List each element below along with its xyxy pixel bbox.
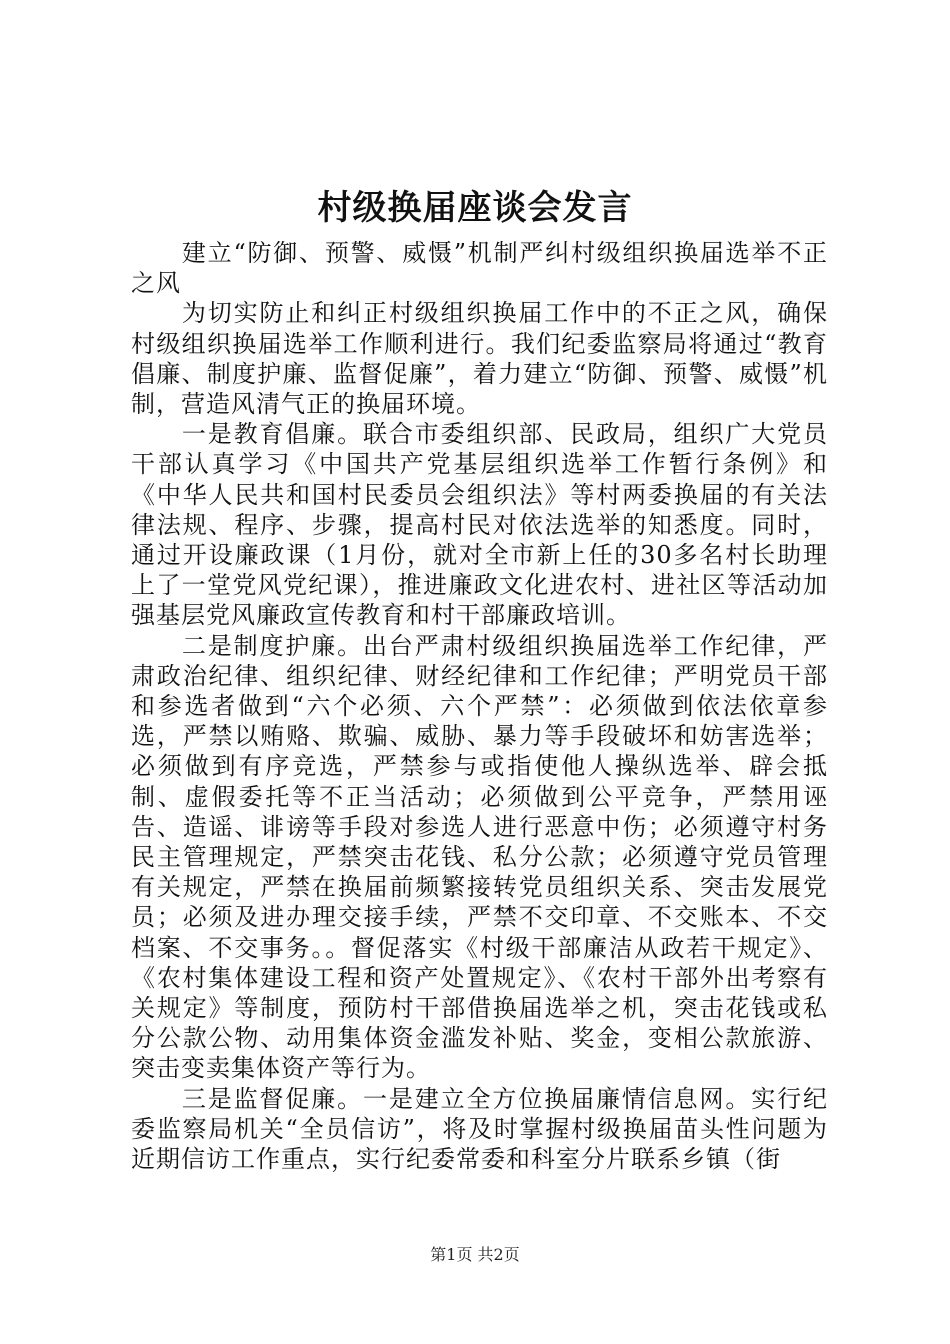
page-footer: 第1页 共2页 [430, 1245, 520, 1264]
paragraph-supervision: 三是监督促廉。一是建立全方位换届廉情信息网。实行纪委监察局机关“全员信访”，将及时掌握村级换届苗头性问题为近期信访工作重点，实行纪委常委和科室分片联系乡镇（街 [131, 1084, 828, 1174]
document-body [131, 238, 828, 1174]
document-title: 村级换届座谈会发言 [317, 188, 633, 228]
paragraph-intro: 为切实防止和纠正村级组织换届工作中的不正之风，确保村级组织换届选举工作顺利进行。我们纪委监察局将通过“教育倡廉、制度护廉、监督促廉”，着力建立“防御、预警、威慑”机制，营造风清气正的换届环境。 [131, 299, 828, 419]
paragraph-education: 一是教育倡廉。联合市委组织部、民政局，组织广大党员干部认真学习《中国共产党基层组织选举工作暂行条例》和《中华人民共和国村民委员会组织法》等村两委换届的有关法律法规、程序、步骤，提高村民对依法选举的知悉度。同时，通过开设廉政课（1月份，就对全市新上任的30多名村长助理上了一堂党风党纪课），推进廉政文化进农村、进社区等活动加强基层党风廉政宣传教育和村干部廉政培训。 [131, 420, 828, 630]
paragraph-subtitle: 建立“防御、预警、威慑”机制严纠村级组织换届选举不正之风 [131, 239, 828, 298]
paragraph-system: 二是制度护廉。出台严肃村级组织换届选举工作纪律，严肃政治纪律、组织纪律、财经纪律和工作纪律；严明党员干部和参选者做到“六个必须、六个严禁”：必须做到依法依章参选，严禁以贿赂、欺骗、威胁、暴力等手段破坏和妨害选举；必须做到有序竞选，严禁参与或指使他人操纵选举、辟会抵制、虚假委托等不正当活动；必须做到公平竞争，严禁用诬告、造谣、诽谤等手段对参选人进行恶意中伤；必须遵守村务民主管理规定，严禁突击花钱、私分公款；必须遵守党员管理有关规定，严禁在换届前频繁接转党员组织关系、突击发展党员；必须及进办理交接手续，严禁不交印章、不交账本、不交档案、不交事务。。督促落实《村级干部廉洁从政若干规定》、《农村集体建设工程和资产处置规定》、《农村干部外出考察有关规定》等制度，预防村干部借换届选举之机，突击花钱或私分公款公物、动用集体资金滥发补贴、奖金，变相公款旅游、突击变卖集体资产等行为。 [131, 631, 828, 1083]
